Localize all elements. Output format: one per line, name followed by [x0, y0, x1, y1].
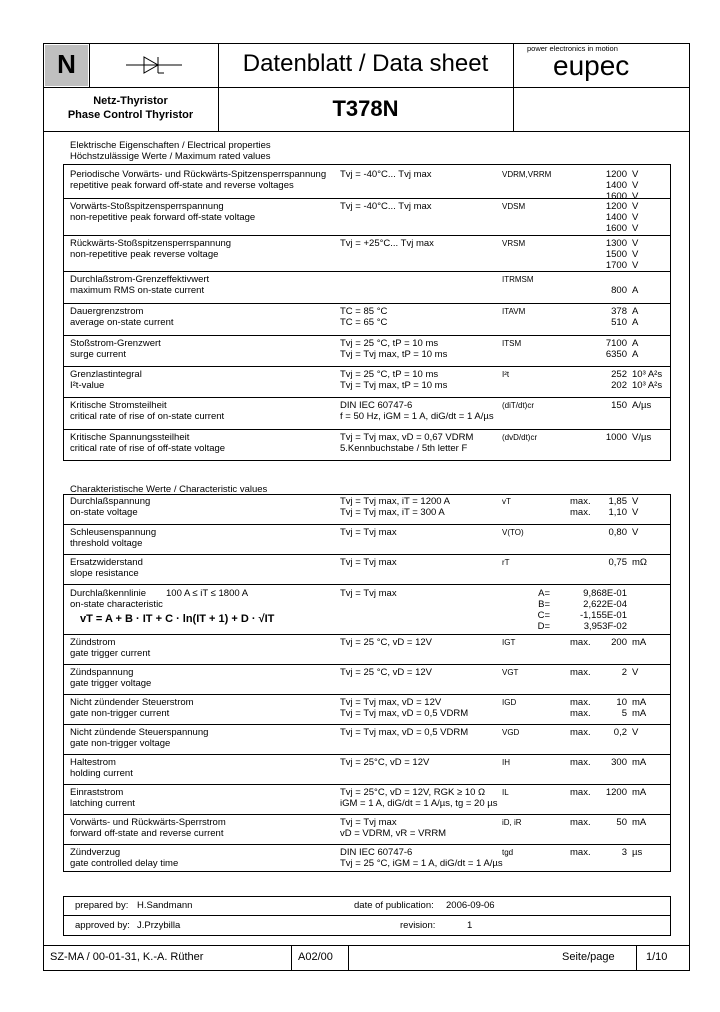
- condition: Tvj = Tvj max: [340, 527, 397, 538]
- page-title: Datenblatt / Data sheet: [242, 50, 489, 77]
- unit: V: [632, 169, 639, 180]
- max-label: max.: [570, 727, 591, 738]
- max-label: max.: [570, 847, 591, 858]
- symbol: (diT/dt)cr: [502, 401, 534, 410]
- param-name-en: holding current: [70, 768, 133, 779]
- row-divider: [63, 724, 671, 725]
- row-divider: [63, 524, 671, 525]
- doc-code: A02/00: [298, 951, 333, 963]
- logo: eupec: [553, 50, 630, 81]
- unit: V: [632, 496, 639, 507]
- value: 6350: [605, 349, 627, 360]
- symbol: vT: [502, 497, 511, 506]
- unit: A: [632, 349, 639, 360]
- max-label: max.: [570, 507, 591, 518]
- symbol: tgd: [502, 848, 514, 857]
- unit: V: [632, 260, 639, 271]
- row-divider: [63, 235, 671, 236]
- unit: 10³ A²s: [632, 380, 663, 391]
- symbol: VGD: [502, 728, 520, 737]
- condition: Tvj = 25°C, vD = 12V: [340, 757, 430, 768]
- param-name-de: Kritische Stromsteilheit: [70, 400, 167, 411]
- param-name-en: maximum RMS on-state current: [70, 285, 205, 296]
- tagline: power electronics in motion: [527, 44, 618, 53]
- value: 1,85: [608, 496, 627, 507]
- condition: Tvj = Tvj max, vD = 0,5 VDRM: [340, 727, 469, 738]
- symbol: VDSM: [502, 202, 526, 211]
- param-name-en: non-repetitive peak reverse voltage: [70, 249, 219, 260]
- value: 510: [611, 317, 627, 328]
- row-divider: [63, 335, 671, 336]
- max-label: max.: [570, 817, 591, 828]
- condition: Tvj = +25°C... Tvj max: [340, 238, 434, 249]
- row-divider: [63, 844, 671, 845]
- curve-name-en: on-state characteristic: [70, 599, 163, 610]
- param-name-en: surge current: [70, 349, 126, 360]
- electrical-subheading: Höchstzulässige Werte / Maximum rated values: [70, 151, 271, 162]
- condition-2: Tvj = Tvj max, vD = 0,5 VDRM: [340, 708, 469, 719]
- param-name-de: Kritische Spannungssteilheit: [70, 432, 190, 443]
- row-divider: [63, 429, 671, 430]
- param-name-en: latching current: [70, 798, 135, 809]
- coeff-key: A=: [538, 588, 550, 599]
- value: 1200: [605, 201, 627, 212]
- condition-2: TC = 65 °C: [340, 317, 388, 328]
- publication-date: 2006-09-06: [446, 900, 495, 911]
- param-name-en: I²t-value: [70, 380, 105, 391]
- max-label: max.: [570, 757, 591, 768]
- condition: Tvj = 25 °C, tP = 10 ms: [340, 338, 439, 349]
- unit: V/µs: [632, 432, 652, 443]
- page-label: Seite/page: [562, 951, 615, 963]
- condition: Tvj = -40°C... Tvj max: [340, 201, 432, 212]
- row-divider: [63, 664, 671, 665]
- condition: Tvj = 25 °C, vD = 12V: [340, 667, 432, 678]
- unit: mA: [632, 637, 647, 648]
- max-label: max.: [570, 708, 591, 719]
- condition: Tvj = Tvj max, iT = 1200 A: [340, 496, 451, 507]
- param-name-de: Zündstrom: [70, 637, 116, 648]
- value: 150: [611, 400, 627, 411]
- param-name-de: Periodische Vorwärts- und Rückwärts-Spitzensperrspannung: [70, 169, 327, 180]
- unit: V: [632, 212, 639, 223]
- unit: A: [632, 285, 639, 296]
- symbol: IH: [502, 758, 510, 767]
- row-divider: [63, 584, 671, 585]
- value: 50: [616, 817, 627, 828]
- param-name-de: Zündverzug: [70, 847, 121, 858]
- approved-by: J.Przybilla: [137, 920, 181, 931]
- symbol: ITSM: [502, 339, 522, 348]
- unit: mA: [632, 757, 647, 768]
- unit: 10³ A²s: [632, 369, 663, 380]
- unit: V: [632, 527, 639, 538]
- coeff-key: B=: [538, 599, 550, 610]
- unit: A: [632, 338, 639, 349]
- condition-2: Tvj = Tvj max, tP = 10 ms: [340, 349, 448, 360]
- symbol: VDRM,VRRM: [502, 170, 552, 179]
- value: 800: [611, 285, 627, 296]
- coeff-key: C=: [537, 610, 550, 621]
- condition-2: Tvj = Tvj max, tP = 10 ms: [340, 380, 448, 391]
- revision-label: revision:: [400, 920, 436, 931]
- param-name-en: gate non-trigger voltage: [70, 738, 171, 749]
- param-name-en: critical rate of rise of off-state voltage: [70, 443, 226, 454]
- thyristor-symbol-icon: [124, 55, 184, 75]
- param-name-de: Nicht zündende Steuerspannung: [70, 727, 209, 738]
- type-de: Netz-Thyristor: [93, 95, 168, 107]
- param-name-en: forward off-state and reverse current: [70, 828, 224, 839]
- unit: V: [632, 180, 639, 191]
- symbol: IGT: [502, 638, 516, 647]
- value: 252: [611, 369, 627, 380]
- condition-2: iGM = 1 A, diG/dt = 1 A/µs, tg = 20 µs: [340, 798, 498, 809]
- unit: mA: [632, 708, 647, 719]
- symbol: IGD: [502, 698, 517, 707]
- unit: V: [632, 201, 639, 212]
- date-label: date of publication:: [354, 900, 434, 911]
- symbol: ITRMSM: [502, 275, 534, 284]
- unit: mA: [632, 787, 647, 798]
- max-label: max.: [570, 496, 591, 507]
- unit: V: [632, 667, 639, 678]
- symbol: V(TO): [502, 528, 524, 537]
- value: 7100: [605, 338, 627, 349]
- row-divider: [63, 754, 671, 755]
- param-name-de: Stoßstrom-Grenzwert: [70, 338, 161, 349]
- curve-name-de: Durchlaßkennlinie: [70, 588, 147, 599]
- type-en: Phase Control Thyristor: [67, 109, 194, 121]
- condition-2: f = 50 Hz, iGM = 1 A, diG/dt = 1 A/µs: [340, 411, 494, 422]
- symbol: IL: [502, 788, 509, 797]
- condition-2: vD = VDRM, vR = VRRM: [340, 828, 447, 839]
- symbol: ITAVM: [502, 307, 526, 316]
- param-name-de: Ersatzwiderstand: [70, 557, 143, 568]
- param-name-de: Durchlaßspannung: [70, 496, 151, 507]
- value: 1700: [605, 260, 627, 271]
- revision: 1: [467, 920, 473, 931]
- value: 202: [611, 380, 627, 391]
- symbol: VRSM: [502, 239, 526, 248]
- value: 1000: [605, 432, 627, 443]
- value: 2: [621, 667, 627, 678]
- coeff-key: D=: [537, 621, 550, 632]
- row-divider: [63, 634, 671, 635]
- condition: Tvj = Tvj max: [340, 817, 397, 828]
- max-label: max.: [570, 667, 591, 678]
- max-label: max.: [570, 787, 591, 798]
- row-divider: [63, 784, 671, 785]
- part-number: T378N: [332, 96, 399, 121]
- doc-reference: SZ-MA / 00-01-31, K.-A. Rüther: [50, 951, 204, 963]
- row-divider: [63, 271, 671, 272]
- condition: Tvj = 25°C, vD = 12V, RGK ≥ 10 Ω: [340, 787, 486, 798]
- row-divider: [63, 198, 671, 199]
- unit: A: [632, 306, 639, 317]
- coeff-value: 9,868E-01: [583, 588, 627, 599]
- condition: Tvj = Tvj max, vD = 0,67 VDRM: [340, 432, 474, 443]
- value: 1200: [605, 787, 627, 798]
- symbol: iD, iR: [502, 818, 522, 827]
- param-name-en: gate trigger current: [70, 648, 151, 659]
- max-label: max.: [570, 637, 591, 648]
- param-name-de: Haltestrom: [70, 757, 116, 768]
- param-name-de: Nicht zündender Steuerstrom: [70, 697, 194, 708]
- row-divider: [63, 814, 671, 815]
- condition: Tvj = Tvj max: [340, 557, 397, 568]
- param-name-en: gate non-trigger current: [70, 708, 170, 719]
- unit: V: [632, 191, 639, 202]
- curve-range: 100 A ≤ iT ≤ 1800 A: [166, 588, 249, 599]
- symbol: I²t: [502, 370, 510, 379]
- unit: V: [632, 223, 639, 234]
- condition-2: Tvj = Tvj max, iT = 300 A: [340, 507, 445, 518]
- unit: mA: [632, 817, 647, 828]
- unit: A/µs: [632, 400, 652, 411]
- curve-formula: vT = A + B · IT + C · ln(IT + 1) + D · √IT: [80, 613, 275, 625]
- value: 0,80: [608, 527, 627, 538]
- param-name-de: Vorwärts-Stoßspitzensperrspannung: [70, 201, 224, 212]
- row-divider: [63, 303, 671, 304]
- unit: mΩ: [632, 557, 648, 568]
- value: 1300: [605, 238, 627, 249]
- value: 1600: [605, 223, 627, 234]
- unit: A: [632, 317, 639, 328]
- unit: V: [632, 507, 639, 518]
- unit: mA: [632, 697, 647, 708]
- value: 1400: [605, 180, 627, 191]
- coeff-value: -1,155E-01: [579, 610, 627, 621]
- param-name-de: Dauergrenzstrom: [70, 306, 144, 317]
- coeff-value: 3,953F-02: [583, 621, 627, 632]
- value: 5: [621, 708, 627, 719]
- coeff-value: 2,622E-04: [583, 599, 627, 610]
- row-divider: [63, 694, 671, 695]
- condition: Tvj = 25 °C, vD = 12V: [340, 637, 432, 648]
- unit: V: [632, 249, 639, 260]
- characteristic-heading: Charakteristische Werte / Characteristic values: [70, 484, 268, 495]
- param-name-en: on-state voltage: [70, 507, 138, 518]
- param-name-de: Rückwärts-Stoßspitzensperrspannung: [70, 238, 232, 249]
- approved-label: approved by:: [75, 920, 130, 931]
- param-name-en: critical rate of rise of on-state current: [70, 411, 225, 422]
- symbol: (dvD/dt)cr: [502, 433, 538, 442]
- param-name-de: Schleusenspannung: [70, 527, 157, 538]
- unit: V: [632, 238, 639, 249]
- value: 200: [611, 637, 627, 648]
- prepared-label: prepared by:: [75, 900, 129, 911]
- param-name-en: repetitive peak forward off-state and reverse voltages: [70, 180, 294, 191]
- param-name-en: average on-state current: [70, 317, 174, 328]
- value: 1,10: [608, 507, 627, 518]
- param-name-en: gate trigger voltage: [70, 678, 152, 689]
- param-name-de: Zündspannung: [70, 667, 134, 678]
- n-badge-letter: N: [57, 49, 76, 79]
- param-name-de: Vorwärts- und Rückwärts-Sperrstrom: [70, 817, 226, 828]
- param-name-en: slope resistance: [70, 568, 139, 579]
- value: 10: [616, 697, 627, 708]
- electrical-heading: Elektrische Eigenschaften / Electrical properties: [70, 140, 271, 151]
- value: 1400: [605, 212, 627, 223]
- symbol: VGT: [502, 668, 519, 677]
- condition: Tvj = 25 °C, tP = 10 ms: [340, 369, 439, 380]
- param-name-en: threshold voltage: [70, 538, 143, 549]
- value: 3: [621, 847, 627, 858]
- page-number: 1/10: [646, 951, 668, 963]
- value: 1200: [605, 169, 627, 180]
- max-label: max.: [570, 697, 591, 708]
- value: 1600: [605, 191, 627, 202]
- row-divider: [63, 366, 671, 367]
- param-name-de: Grenzlastintegral: [70, 369, 142, 380]
- row-divider: [63, 397, 671, 398]
- value: 0,2: [613, 727, 627, 738]
- unit: V: [632, 727, 639, 738]
- condition: DIN IEC 60747-6: [340, 847, 413, 858]
- param-name-de: Durchlaßstrom-Grenzeffektivwert: [70, 274, 210, 285]
- value: 1500: [605, 249, 627, 260]
- condition: TC = 85 °C: [340, 306, 388, 317]
- value: 300: [611, 757, 627, 768]
- unit: µs: [632, 847, 643, 858]
- curve-condition: Tvj = Tvj max: [340, 588, 397, 599]
- characteristic-box: [63, 494, 671, 872]
- prepared-by: H.Sandmann: [137, 900, 193, 911]
- param-name-de: Einraststrom: [70, 787, 124, 798]
- param-name-en: non-repetitive peak forward off-state voltage: [70, 212, 256, 223]
- symbol: rT: [502, 558, 510, 567]
- value: 0,75: [608, 557, 627, 568]
- param-name-en: gate controlled delay time: [70, 858, 179, 869]
- condition-2: 5.Kennbuchstabe / 5th letter F: [340, 443, 468, 454]
- condition-2: Tvj = 25 °C, iGM = 1 A, diG/dt = 1 A/µs: [340, 858, 503, 869]
- value: 378: [611, 306, 627, 317]
- condition: DIN IEC 60747-6: [340, 400, 413, 411]
- condition: Tvj = -40°C... Tvj max: [340, 169, 432, 180]
- condition: Tvj = Tvj max, vD = 12V: [340, 697, 442, 708]
- row-divider: [63, 554, 671, 555]
